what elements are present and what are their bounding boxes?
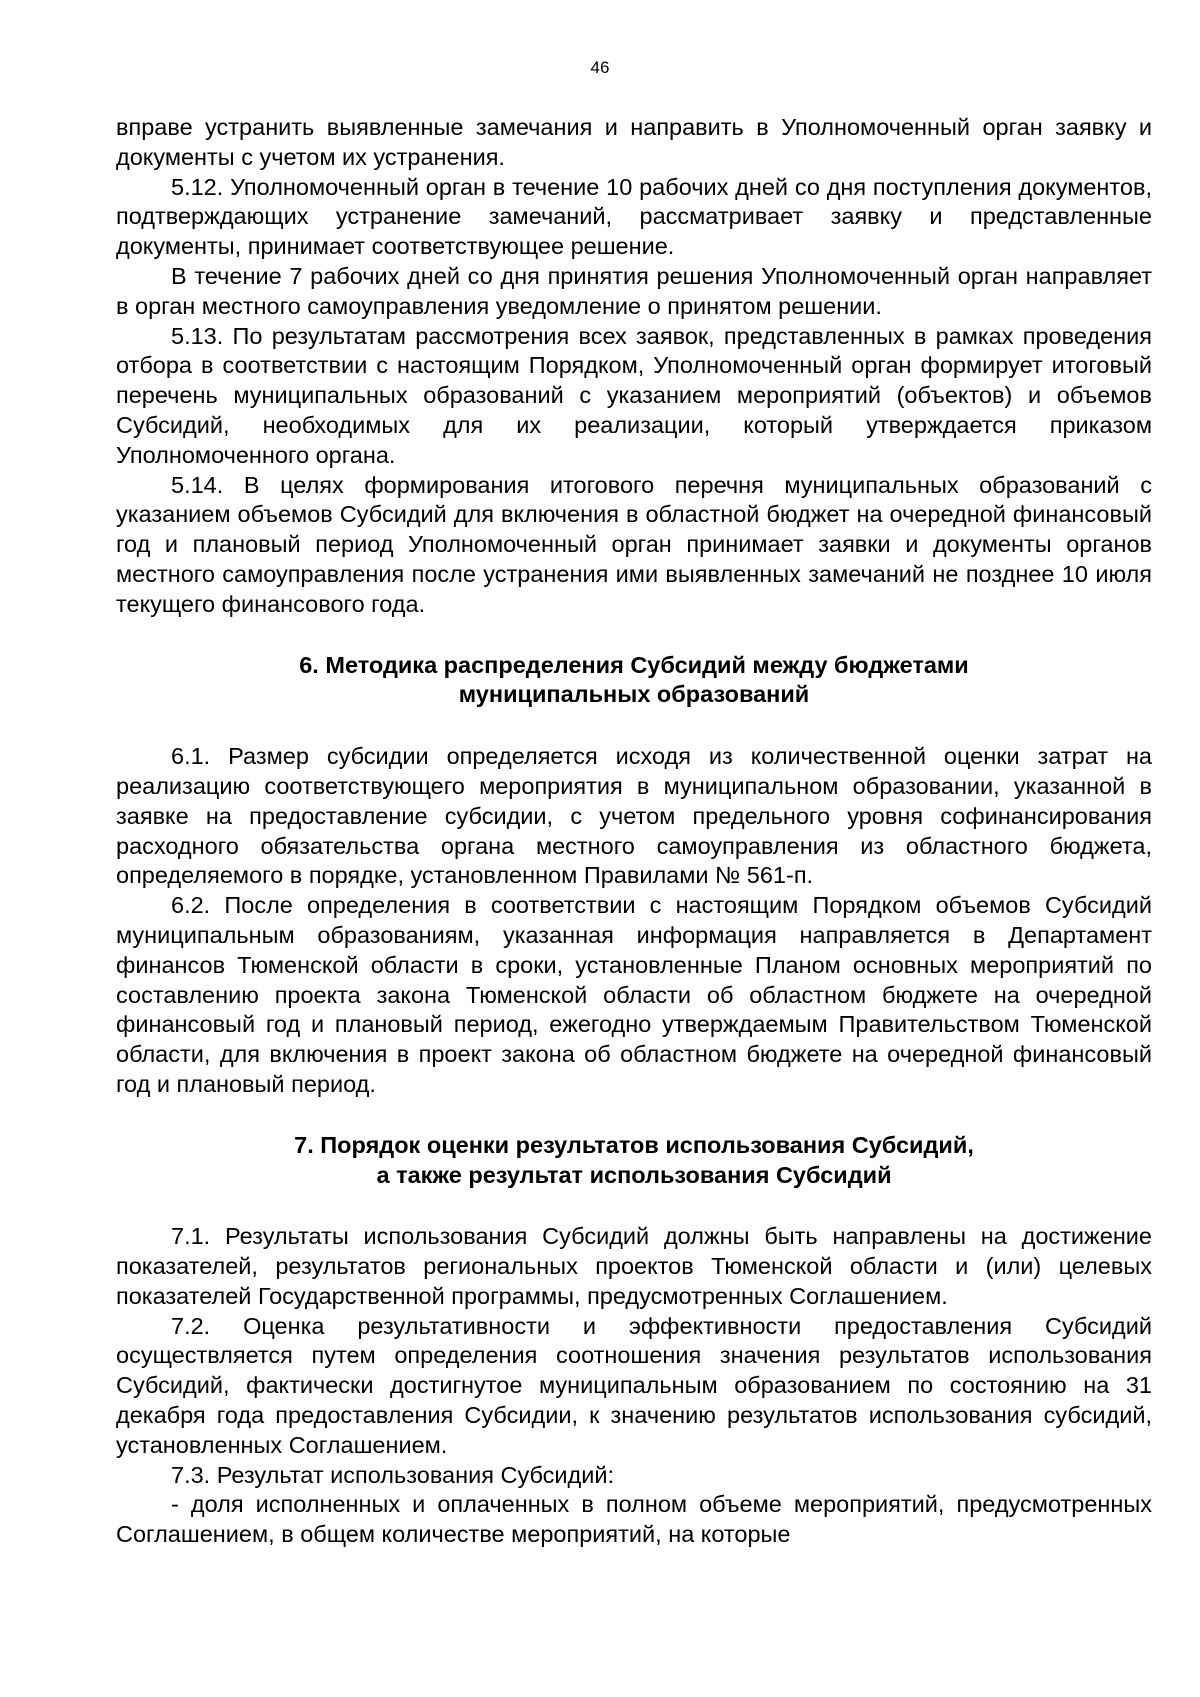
paragraph: вправе устранить выявленные замечания и направить в Уполномоченный орган заявку и документы с учетом их устранения. bbox=[116, 114, 1152, 170]
page-number: 46 bbox=[590, 58, 610, 77]
paragraph-5-12: 5.12. Уполномоченный орган в течение 10 рабочих дней со дня поступления документов, подтверждающих устранение замечаний, рассматривает заявку и представленные документы, принимает соответствующее решение. bbox=[116, 173, 1152, 260]
section-heading-line: муниципальных образований bbox=[458, 681, 810, 708]
section-6-heading bbox=[116, 651, 1152, 711]
paragraph-7-3: 7.3. Результат использования Субсидий: bbox=[171, 1461, 615, 1488]
section-heading-line: 7. Порядок оценки результатов использования Субсидий, bbox=[294, 1131, 974, 1158]
paragraph-5-13: 5.13. По результатам рассмотрения всех заявок, представленных в рамках проведения отбора в соответствии с настоящим Порядком, Уполномоченный орган формирует итоговый перечень муниципальных образований с указанием мероприятий (объектов) и объемов Субсидий, необходимых для их реализации, который утверждается приказом Уполномоченного органа. bbox=[116, 322, 1152, 468]
section-heading-line: а также результат использования Субсидий bbox=[376, 1161, 892, 1188]
list-item: - доля исполненных и оплаченных в полном объеме мероприятий, предусмотренных Соглашением, в общем количестве мероприятий, на которые bbox=[116, 1491, 1152, 1548]
paragraph-5-14: 5.14. В целях формирования итогового перечня муниципальных образований с указанием объемов Субсидий для включения в областной бюджет на очередной финансовый год и плановый период Уполномоченный орган принимает заявки и документы органов местного самоуправления после устранения ими выявленных замечаний не позднее 10 июля текущего финансового года. bbox=[116, 471, 1152, 617]
section-7-heading bbox=[116, 1131, 1152, 1191]
section-heading-line: 6. Методика распределения Субсидий между бюджетами bbox=[299, 651, 969, 678]
paragraph-6-2: 6.2. После определения в соответствии с настоящим Порядком объемов Субсидий муниципальным образованиям, указанная информация направляется в Департамент финансов Тюменской области в сроки, установленные Планом основных мероприятий по составлению проекта закона Тюменской области об областном бюджете на очередной финансовый год и плановый период, ежегодно утверждаемым Правительством Тюменской области, для включения в проект закона об областном бюджете на очередной финансовый год и плановый период. bbox=[116, 892, 1152, 1097]
section-5-continuation bbox=[116, 113, 1152, 620]
paragraph-7-2: 7.2. Оценка результативности и эффективности предоставления Субсидий осуществляется путем определения соотношения значения результатов использования Субсидий, фактически достигнутое муниципальным образованием по состоянию на 31 декабря года предоставления Субсидии, к значению результатов использования субсидий, установленных Соглашением. bbox=[116, 1312, 1152, 1458]
section-6-body bbox=[116, 742, 1152, 1100]
paragraph: В течение 7 рабочих дней со дня принятия решения Уполномоченный орган направляет в орган местного самоуправления уведомление о принятом решении. bbox=[116, 262, 1152, 319]
document-body bbox=[116, 113, 1152, 1550]
paragraph-6-1: 6.1. Размер субсидии определяется исходя из количественной оценки затрат на реализацию соответствующего мероприятия в муниципальном образовании, указанной в заявке на предоставление субсидии, с учетом предельного уровня софинансирования расходного обязательства органа местного самоуправления из областного бюджета, определяемого в порядке, установленном Правилами № 561-п. bbox=[116, 743, 1152, 889]
section-7-body bbox=[116, 1222, 1152, 1550]
paragraph-7-1: 7.1. Результаты использования Субсидий должны быть направлены на достижение показателей, результатов региональных проектов Тюменской области и (или) целевых показателей Государственной программы, предусмотренных Соглашением. bbox=[116, 1223, 1152, 1309]
